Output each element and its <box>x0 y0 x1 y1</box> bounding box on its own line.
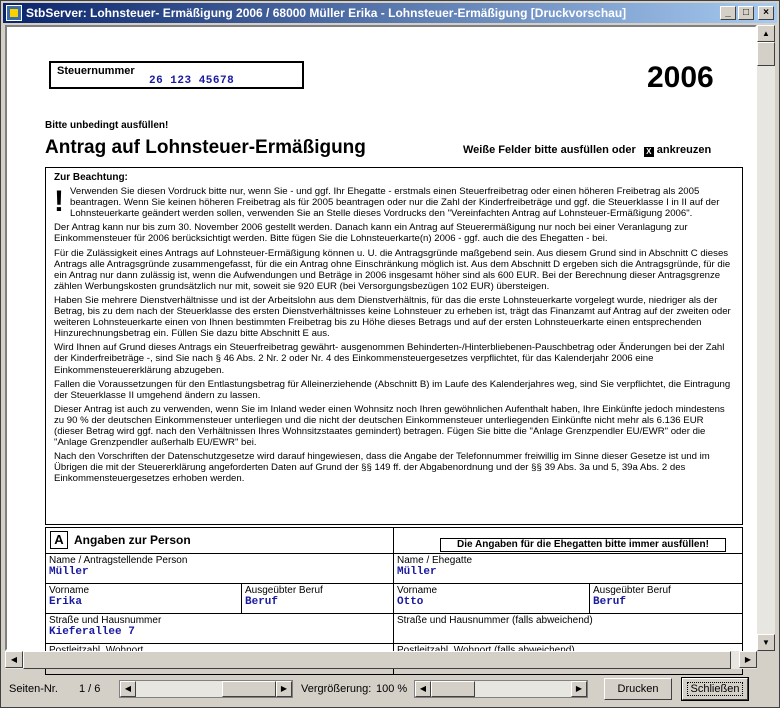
horizontal-scrollbar[interactable] <box>5 651 757 669</box>
scroll-down-icon[interactable]: ▼ <box>757 634 775 651</box>
name-row <box>46 554 742 584</box>
ehegatte-beruf-value: Beruf <box>593 596 627 608</box>
vorname-label: Vorname <box>49 585 90 596</box>
vertical-scroll-thumb[interactable] <box>757 42 775 66</box>
ehegatte-strasse-field[interactable] <box>394 614 742 643</box>
window-title: StbServer: Lohnsteuer- Ermäßigung 2006 / 68000 Müller Erika - Lohnsteuer-Ermäßigung [Druckvorschau] <box>26 6 627 20</box>
strasse-label: Straße und Hausnummer <box>49 615 162 626</box>
steuernummer-label: Steuernummer <box>57 65 135 77</box>
ehegatte-beruf-label: Ausgeübter Beruf <box>593 585 671 596</box>
page-scroller-thumb[interactable] <box>222 681 276 697</box>
close-button[interactable]: × <box>758 6 774 20</box>
beachtung-paragraph: Für die Zulässigkeit eines Antrags auf Lohnsteuer-Ermäßigung können u. U. die Antragsgründe maßgebend sein. Aus diesem Grund sind in Abschnitt C dieses Antrags alle Antragsgründe zusammengefasst, für die ein Antrag ohne Einschränkung möglich ist. Aus dem Abschnitt D ergeben sich die Antragsgründe, für die ein Antrag nur dann zulässig ist, wenn die Aufwendungen und Beträge in 2006 insgesamt höher sind als 600 EUR. Bei der Berechnung dieser Antragsgrenze zählen Werbungskosten grundsätzlich nur mit, soweit sie 920 EUR (bei Versorgungsbezügen 102 EUR) übersteigen. <box>54 247 731 292</box>
print-button-label: Drucken <box>617 683 659 695</box>
beachtung-paragraph: Wird Ihnen auf Grund dieses Antrags ein Steuerfreibetrag gewährt- ausgenommen Behinderten-/Hinterbliebenen-Pauschbetrag oder Änderungen bei der Zahl der Kinderfreibeträge -, sind Sie nach § 46 Abs. 2 Nr. 2 oder Nr. 4 des Einkommensteuergesetzes verpflichtet, für das Kalenderjahr 2006 eine Einkommensteuererklärung abzugeben. <box>54 342 725 376</box>
name-value: Müller <box>49 566 89 578</box>
zoom-scroller[interactable] <box>414 680 588 698</box>
zoom-scroller-thumb[interactable] <box>431 681 475 697</box>
beruf-value: Beruf <box>245 596 279 608</box>
bitte-ausfuellen-note: Bitte unbedingt ausfüllen! <box>45 120 169 131</box>
ankreuzen-text: ankreuzen <box>656 144 712 156</box>
form-year: 2006 <box>647 61 714 94</box>
section-header-row <box>46 528 742 554</box>
beruf-label: Ausgeübter Beruf <box>245 585 323 596</box>
scroll-right-icon[interactable]: ▶ <box>739 651 757 668</box>
ehegatte-beruf-field[interactable] <box>590 584 742 613</box>
print-button[interactable] <box>604 678 672 700</box>
vertical-scrollbar[interactable] <box>757 25 775 651</box>
vorname-value: Erika <box>49 596 83 608</box>
fill-instruction <box>463 144 711 157</box>
minimize-button[interactable]: _ <box>720 6 736 20</box>
strasse-field[interactable] <box>46 614 394 643</box>
strasse-value: Kieferallee 7 <box>49 626 135 638</box>
vorname-field[interactable] <box>46 584 242 613</box>
beachtung-heading: Zur Beachtung: <box>54 172 128 183</box>
title-bar[interactable] <box>3 3 777 23</box>
ehegatte-vorname-value: Otto <box>397 596 424 608</box>
beachtung-paragraph-text: Verwenden Sie diesen Vordruck bitte nur, wenn Sie - und ggf. Ihr Ehegatte - erstmals einen Steuerfreibetrag oder einen höheren Freibetrag als 2005 beantragen. Wenn Sie keinen höheren Freibetrag als für 2005 beantragen oder nur die Zahl der Kinderfreibeträge und ggf. die Steuerklasse I in II auf der Lohnsteuerkarte geändert werden sollen, verwenden Sie an Stelle dieses Vordrucks den "Vereinfachten Antrag auf Lohnsteuer-Ermäßigung 2006". <box>70 186 720 220</box>
close-preview-button-label: Schließen <box>687 682 744 696</box>
app-icon[interactable] <box>6 5 22 21</box>
strasse-row <box>46 614 742 644</box>
ehegatte-name-label: Name / Ehegatte <box>397 555 473 566</box>
page-number-value: 1 / 6 <box>79 683 101 695</box>
prev-page-icon[interactable]: ◀ <box>120 681 136 697</box>
zoom-value: 100 % <box>376 683 408 695</box>
section-a-header <box>46 528 394 553</box>
zoom-in-icon[interactable]: ▶ <box>571 681 587 697</box>
ehegatte-vorname-field[interactable] <box>394 584 590 613</box>
steuernummer-box <box>49 61 304 89</box>
status-bar <box>5 675 777 703</box>
section-title: Angaben zur Person <box>74 533 191 547</box>
beruf-field[interactable] <box>242 584 394 613</box>
close-preview-button[interactable] <box>682 678 748 700</box>
steuernummer-value: 26 123 45678 <box>149 75 235 87</box>
next-page-icon[interactable]: ▶ <box>276 681 292 697</box>
ehegatte-name-field[interactable] <box>394 554 742 583</box>
beachtung-box <box>45 167 743 525</box>
checkbox-x-icon: X <box>644 147 654 157</box>
beachtung-paragraph <box>54 186 734 219</box>
zoom-out-icon[interactable]: ◀ <box>415 681 431 697</box>
beachtung-paragraph: Fallen die Voraussetzungen für den Entlastungsbetrag für Alleinerziehende (Abschnitt B) im Laufe des Kalenderjahres weg, sind Sie verpflichtet, die Eintragung der Steuerklasse II umgehend ändern zu lassen. <box>54 378 731 401</box>
scroll-left-icon[interactable]: ◀ <box>5 651 23 668</box>
maximize-button[interactable]: □ <box>738 6 754 20</box>
name-label: Name / Antragstellende Person <box>49 555 188 566</box>
beachtung-paragraph: Haben Sie mehrere Dienstverhältnisse und ist der Arbeitslohn aus dem Dienstverhältnis, für das die erste Lohnsteuerkarte vorgelegt wurde, niedriger als der Betrag, bis zu dem nach der Steuerklasse des ersten Dienstverhältnisses keine Lohnsteuer zu erheben ist, trägt das Finanzamt auf Antrag auf der zweiten oder weiteren Lohnsteuerkarte einen von Ihnen bestimmten Freibetrag bis zu Höhe dieses Betrags und auf der ersten Lohnsteuerkarte einen entsprechenden Hinzurechnungsbetrag ein. Füllen Sie dazu bitte Abschnitt E aus. <box>54 294 731 340</box>
ehegatte-strasse-label: Straße und Hausnummer (falls abweichend) <box>397 615 593 626</box>
name-field[interactable] <box>46 554 394 583</box>
print-preview-area[interactable] <box>5 25 757 651</box>
beachtung-paragraph: Der Antrag kann nur bis zum 30. November 2006 gestellt werden. Danach kann ein Antrag auf Steuerermäßigung nur noch bei einer Veranlagung zur Einkommensteuer für 2006 berücksichtigt werden. Bitte fügen Sie die Lohnsteuerkarte(n) 2006 - ggf. auch die des Ehegatten - bei. <box>54 222 688 245</box>
scroll-up-icon[interactable]: ▲ <box>757 25 775 42</box>
ehegatte-vorname-label: Vorname <box>397 585 438 596</box>
horizontal-scroll-thumb[interactable] <box>23 651 731 669</box>
page-scroller[interactable] <box>119 680 293 698</box>
exclamation-icon: ! <box>54 185 64 219</box>
page-number-label: Seiten-Nr. <box>9 683 58 695</box>
form-title: Antrag auf Lohnsteuer-Ermäßigung <box>45 137 366 158</box>
zoom-label: Vergrößerung: <box>301 683 372 695</box>
beachtung-paragraph: Nach den Vorschriften der Datenschutzgesetze wird darauf hingewiesen, dass die Angabe der Telefonnummer freiwillig im Sinne dieser Gesetze ist und im Übrigen die mit der Steuererklärung angeforderten Daten auf Grund der §§ 149 ff. der Abgabenordnung und der §§ 39 Abs. 3a und 5, 39a Abs. 2 des Einkommensteuergesetzes erhoben werden. <box>54 451 710 485</box>
vorname-row <box>46 584 742 614</box>
ehegatte-header <box>394 528 742 553</box>
ehegatte-hint: Die Angaben für die Ehegatten bitte immer ausfüllen! <box>440 538 726 552</box>
beachtung-paragraph: Dieser Antrag ist auch zu verwenden, wenn Sie im Inland weder einen Wohnsitz noch Ihren gewöhnlichen Aufenthalt haben, Ihre Einkünfte jedoch mindestens zu 90 % der deutschen Einkommensteuer unterliegen und die nicht der deutschen Einkommensteuer unterliegenden Einkünfte nicht mehr als 6.136 EUR (dieser Betrag wird ggf. nach den Verhältnissen Ihres Wohnsitzstaates gemindert) betragen. Fügen Sie bitte die "Anlage Grenzpendler EU/EWR" oder die "Anlage Grenzpendler außerhalb EU/EWR" bei. <box>54 403 725 449</box>
ehegatte-name-value: Müller <box>397 566 437 578</box>
section-letter: A <box>50 531 68 549</box>
fill-instruction-text: Weiße Felder bitte ausfüllen oder <box>463 144 636 156</box>
